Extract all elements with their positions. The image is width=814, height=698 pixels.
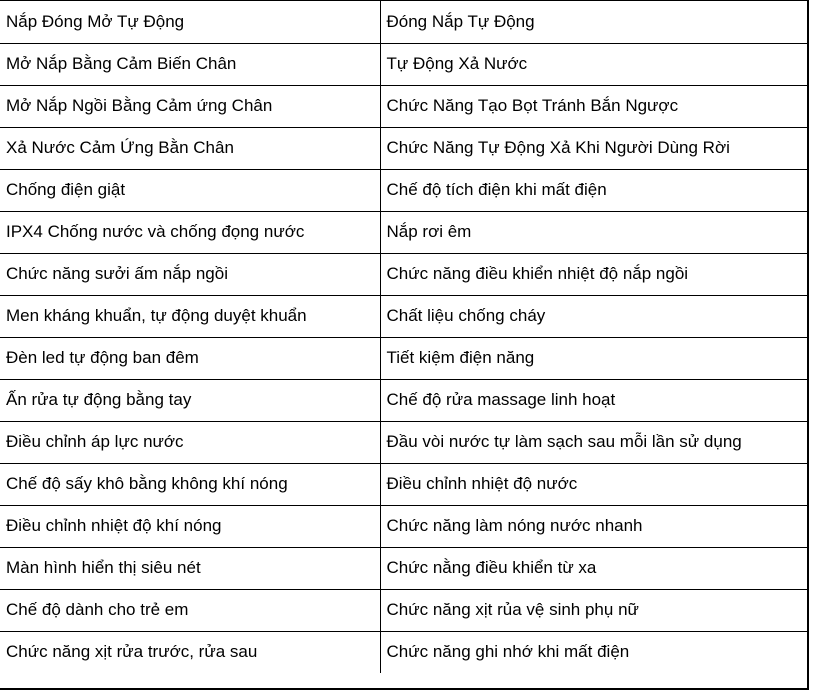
table-row bbox=[0, 337, 807, 379]
feature-cell-right: Chức năng điều khiển nhiệt độ nắp ngồi bbox=[380, 253, 807, 295]
table-row bbox=[0, 1, 807, 43]
table-row bbox=[0, 169, 807, 211]
feature-cell-left: Chống điện giật bbox=[0, 169, 380, 211]
table-row bbox=[0, 589, 807, 631]
feature-cell-left: Xả Nước Cảm Ứng Bằn Chân bbox=[0, 127, 380, 169]
feature-cell-left: Đèn led tự động ban đêm bbox=[0, 337, 380, 379]
feature-cell-left: Màn hình hiển thị siêu nét bbox=[0, 547, 380, 589]
feature-cell-right: Chức năng xịt rủa vệ sinh phụ nữ bbox=[380, 589, 807, 631]
feature-cell-right: Chức Năng Tự Động Xả Khi Người Dùng Rời bbox=[380, 127, 807, 169]
feature-cell-right: Đầu vòi nước tự làm sạch sau mỗi lần sử dụng bbox=[380, 421, 807, 463]
feature-cell-left: Điều chỉnh áp lực nước bbox=[0, 421, 380, 463]
feature-cell-right: Tiết kiệm điện năng bbox=[380, 337, 807, 379]
table-row bbox=[0, 463, 807, 505]
table-row bbox=[0, 547, 807, 589]
feature-cell-left: Chế độ dành cho trẻ em bbox=[0, 589, 380, 631]
table-row bbox=[0, 295, 807, 337]
feature-cell-right: Điều chỉnh nhiệt độ nước bbox=[380, 463, 807, 505]
table-row bbox=[0, 211, 807, 253]
table-row bbox=[0, 253, 807, 295]
feature-cell-left: Men kháng khuẩn, tự động duyệt khuẩn bbox=[0, 295, 380, 337]
table-row bbox=[0, 505, 807, 547]
feature-cell-left: Điều chỉnh nhiệt độ khí nóng bbox=[0, 505, 380, 547]
feature-cell-left: Chế độ sấy khô bằng không khí nóng bbox=[0, 463, 380, 505]
feature-cell-left: Ấn rửa tự động bằng tay bbox=[0, 379, 380, 421]
feature-cell-right: Chế độ rửa massage linh hoạt bbox=[380, 379, 807, 421]
table-row bbox=[0, 127, 807, 169]
feature-cell-left: Mở Nắp Bằng Cảm Biến Chân bbox=[0, 43, 380, 85]
table-row bbox=[0, 85, 807, 127]
feature-cell-right: Chức năng làm nóng nước nhanh bbox=[380, 505, 807, 547]
table-row bbox=[0, 631, 807, 673]
feature-cell-left: Chức năng sưởi ấm nắp ngồi bbox=[0, 253, 380, 295]
feature-table-body bbox=[0, 1, 807, 673]
feature-cell-right: Chất liệu chống cháy bbox=[380, 295, 807, 337]
feature-cell-left: Chức năng xịt rửa trước, rửa sau bbox=[0, 631, 380, 673]
feature-cell-left: Nắp Đóng Mở Tự Động bbox=[0, 1, 380, 43]
feature-cell-right: Chế độ tích điện khi mất điện bbox=[380, 169, 807, 211]
table-row bbox=[0, 43, 807, 85]
table-row bbox=[0, 379, 807, 421]
feature-cell-right: Tự Động Xả Nước bbox=[380, 43, 807, 85]
feature-cell-right: Nắp rơi êm bbox=[380, 211, 807, 253]
feature-cell-right: Chức năng ghi nhớ khi mất điện bbox=[386, 642, 630, 662]
table-row bbox=[0, 421, 807, 463]
feature-cell-right: Đóng Nắp Tự Động bbox=[380, 1, 807, 43]
feature-cell-right: Chức Năng Tạo Bọt Tránh Bắn Ngược bbox=[380, 85, 807, 127]
feature-table bbox=[0, 1, 807, 673]
feature-cell-left: Mở Nắp Ngồi Bằng Cảm ứng Chân bbox=[0, 85, 380, 127]
feature-cell-right: Chức nằng điều khiển từ xa bbox=[380, 547, 807, 589]
feature-cell-left: IPX4 Chống nước và chống đọng nước bbox=[0, 211, 380, 253]
